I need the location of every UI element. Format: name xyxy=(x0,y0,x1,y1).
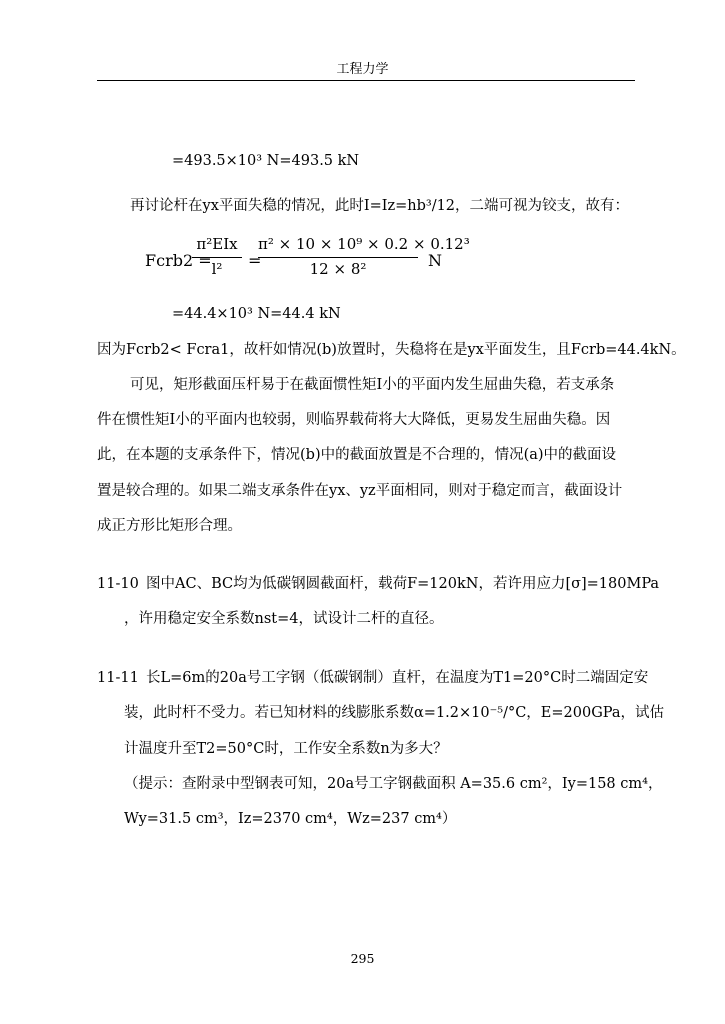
frac2-numerator: π² × 10 × 10⁹ × 0.2 × 0.12³ xyxy=(258,235,470,253)
problem-11-11-line-2: 装，此时杆不受力。若已知材料的线膨胀系数α=1.2×10⁻⁵/°C，E=200GPa，试估 xyxy=(124,705,665,721)
result-line-1: =493.5×10³ N=493.5 kN xyxy=(172,153,360,169)
para-line-2: 件在惯性矩I小的平面内也较弱，则临界载荷将大大降低，更易发生屈曲失稳。因 xyxy=(97,412,611,428)
formula-lhs: Fcrb2 = xyxy=(145,251,212,270)
formula-unit: N xyxy=(428,251,442,270)
problem-11-11-line-3: 计温度升至T2=50°C时，工作安全系数n为多大？ xyxy=(124,741,448,757)
para-line-5: 成正方形比矩形合理。 xyxy=(97,518,242,534)
text-line-yx-plane: 再讨论杆在yx平面失稳的情况，此时I=Iz=hb³/12，二端可视为铰支，故有： xyxy=(130,198,630,214)
problem-11-11-number: 11-11 xyxy=(97,670,139,686)
running-header: 工程力学 xyxy=(336,62,389,77)
problem-11-10-line-1: 图中AC、BC均为低碳钢圆截面杆，载荷F=120kN，若许用应力[σ]=180MPa xyxy=(146,576,660,592)
para-line-4: 置是较合理的。如果二端支承条件在yx、yz平面相同，则对于稳定而言，截面设计 xyxy=(97,483,623,499)
problem-11-11-line-1: 长L=6m的20a号工字钢（低碳钢制）直杆，在温度为T1=20°C时二端固定安 xyxy=(146,670,649,686)
para-line-1: 可见，矩形截面压杆易于在截面惯性矩I小的平面内发生屈曲失稳，若支承条 xyxy=(130,377,615,393)
problem-11-11-hint-2: Wy=31.5 cm³，Iz=2370 cm⁴，Wz=237 cm⁴） xyxy=(124,811,457,827)
frac2-denominator: 12 × 8² xyxy=(309,260,367,278)
problem-11-10-number: 11-10 xyxy=(97,576,139,592)
formula-equals: = xyxy=(248,251,262,270)
frac1-bar xyxy=(192,257,242,258)
problem-11-11-hint-1: （提示：查附录中型钢表可知，20a号工字钢截面积 A=35.6 cm²，Iy=158 cm⁴， xyxy=(124,776,663,792)
page-number: 295 xyxy=(350,951,375,966)
frac1-numerator: π²EIx xyxy=(196,235,238,253)
frac1-denominator: l² xyxy=(211,260,223,278)
frac2-bar xyxy=(258,257,418,258)
result-line-2: =44.4×10³ N=44.4 kN xyxy=(172,306,341,322)
problem-11-10-line-2: ，许用稳定安全系数nst=4，试设计二杆的直径。 xyxy=(124,611,444,627)
conclusion-line: 因为Fcrb2< Fcra1，故杆如情况(b)放置时，失稳将在是yx平面发生，且Fcrb=44.4kN。 xyxy=(97,342,686,358)
para-line-3: 此，在本题的支承条件下，情况(b)中的截面放置是不合理的，情况(a)中的截面设 xyxy=(97,447,617,463)
